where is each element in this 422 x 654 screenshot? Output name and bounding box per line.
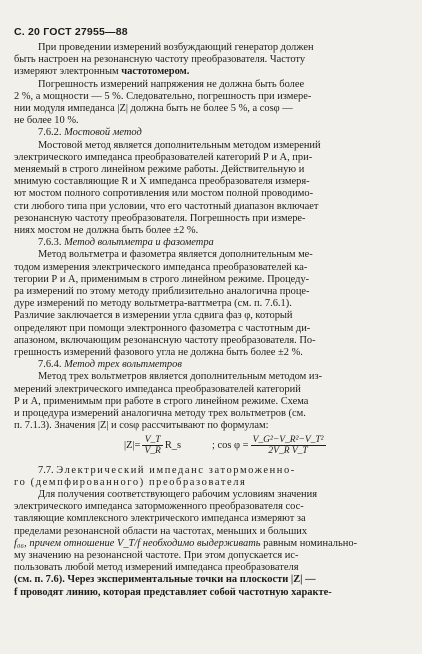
text-line: Погрешность измерений напряжения не должна быть более [38, 78, 305, 90]
section-heading [14, 359, 406, 371]
section-title: Электрический импеданс заторможенно- [56, 464, 296, 476]
text-line: определяют при помощи электронного фазометра с частотным ди- [14, 322, 311, 334]
formula-numerator: V_G²−V_R²−V_T² [252, 434, 324, 445]
text-line: тавляющие комплексного электрического импеданса измеряют за [14, 513, 306, 525]
text-line: п. 7.1.3). Значения |Z| и cosφ рассчитывают по формулам: [14, 420, 269, 432]
formula-factor: R_s [164, 439, 182, 451]
text-line: Метод вольтметра и фазометра является дополнительным ме- [38, 249, 313, 261]
formula-modulus [124, 433, 181, 459]
text-line: сти любого типа при условии, что его частотный диапазон включает [14, 200, 319, 212]
section-number: 7.6.4. [38, 359, 62, 371]
text-line: (см. п. 7.6). Через экспериментальные точки на плоскости |Z| — [14, 574, 316, 586]
text-line: тегории Р и А, применимым в строго линейном режиме. Процеду- [14, 273, 310, 285]
text-line: Метод трех вольтметров является дополнительным методом из- [38, 371, 323, 383]
document-body [14, 42, 406, 599]
text-line: апазоном, включающим резонансную частоту преобразователя. По- [14, 334, 316, 346]
section-heading [14, 127, 406, 139]
section-title-continuation: го (демпфированного) преобразователя [14, 476, 247, 488]
text-line: Различие заключается в измерении угла сдвига фаз φ, который [14, 310, 293, 322]
text-line: дуре измерений по методу вольтметра-ваттметра (см. п. 7.6.1). [14, 298, 292, 310]
text-line: Для получения соответствующего рабочим условиям значения [38, 488, 318, 500]
text-line: мнимую составляющие R и X импеданса преобразователя измеря- [14, 176, 310, 188]
text-line: пользовать любой метод измерений импеданса преобразователя [14, 562, 299, 574]
text-line: и процедура измерений аналогична методу трех вольтметров (см. [14, 408, 306, 420]
formula-denominator: 2V_R V_T [268, 445, 308, 456]
formula-lhs: |Z|= [124, 439, 141, 451]
text-line: му значению на резонансной частоте. При этом допускается ис- [14, 549, 299, 561]
formula-fraction [142, 435, 162, 456]
section-number: 7.7. [38, 464, 54, 476]
text-line: ниях мостом не должна быть более ±2 %. [14, 225, 199, 237]
section-heading [14, 465, 406, 477]
section-title: Метод трех вольтметров [64, 359, 182, 371]
text-line: не более 10 %. [14, 115, 79, 127]
formula-denominator: V_R [144, 445, 161, 456]
text-span: измеряют электронным [14, 66, 119, 78]
text-line: ют мостом полного сопротивления или мостом полной проводимо- [14, 188, 314, 200]
text-line: нии модуля импеданса |Z| должна быть не более 5 %, а cosφ — [14, 103, 293, 115]
text-line: 2 %, а мощности — 5 %. Следовательно, погрешность при измере- [14, 90, 312, 102]
section-title: Мостовой метод [64, 127, 142, 139]
formula-fraction [251, 435, 326, 456]
text-line: резонансную частоту преобразователя. Погрешность при измере- [14, 212, 306, 224]
section-number: 7.6.3. [38, 237, 62, 249]
text-line: мерений электрического импеданса преобразователей категорий [14, 383, 301, 395]
text-line: быть настроен на резонансную частоту преобразователя. Частоту [14, 54, 306, 66]
formula-cos-lhs: ; cos φ = [212, 439, 249, 451]
formula [14, 433, 406, 459]
text-line [14, 66, 406, 78]
formula-cosine [212, 433, 328, 459]
text-line: Мостовой метод является дополнительным методом измерений [38, 139, 321, 151]
text-line: При проведении измерений возбуждающий генератор должен [38, 42, 314, 53]
text-line: Р и А, применимым при работе в строго линейном режиме. Схема [14, 395, 309, 407]
text-line: пределами резонансной области на частотах, меньших и больших [14, 525, 308, 537]
formula-numerator: V_T [142, 435, 162, 446]
text-line: грешность измерений фазового угла не должна быть более ±2 %. [14, 347, 303, 359]
text-line: ра измерений по этому методу приблизительно аналогична проце- [14, 286, 310, 298]
section-number: 7.6.2. [38, 127, 62, 139]
text-line [14, 538, 406, 550]
section-heading [14, 237, 406, 249]
text-span-bold: частотомером. [121, 66, 190, 78]
text-span: f₀₆, причем отношение V_T/f необходимо выдерживать [14, 537, 261, 549]
text-line: тодом измерения электрического импеданса преобразователей ка- [14, 261, 308, 273]
section-title: Метод вольтметра и фазометра [64, 237, 214, 249]
text-line: электрического импеданса преобразователей категорий Р и А, при- [14, 151, 313, 163]
text-line: меняемый в строго линейном режиме работы. Действительную и [14, 164, 305, 176]
text-line: электрического импеданса заторможенного преобразователя сос- [14, 501, 304, 513]
text-line: f проводят линию, которая представляет собой частотную характе- [14, 586, 332, 598]
page-header: С. 20 ГОСТ 27955—88 [14, 26, 128, 38]
text-span: равным номинально- [263, 537, 358, 549]
